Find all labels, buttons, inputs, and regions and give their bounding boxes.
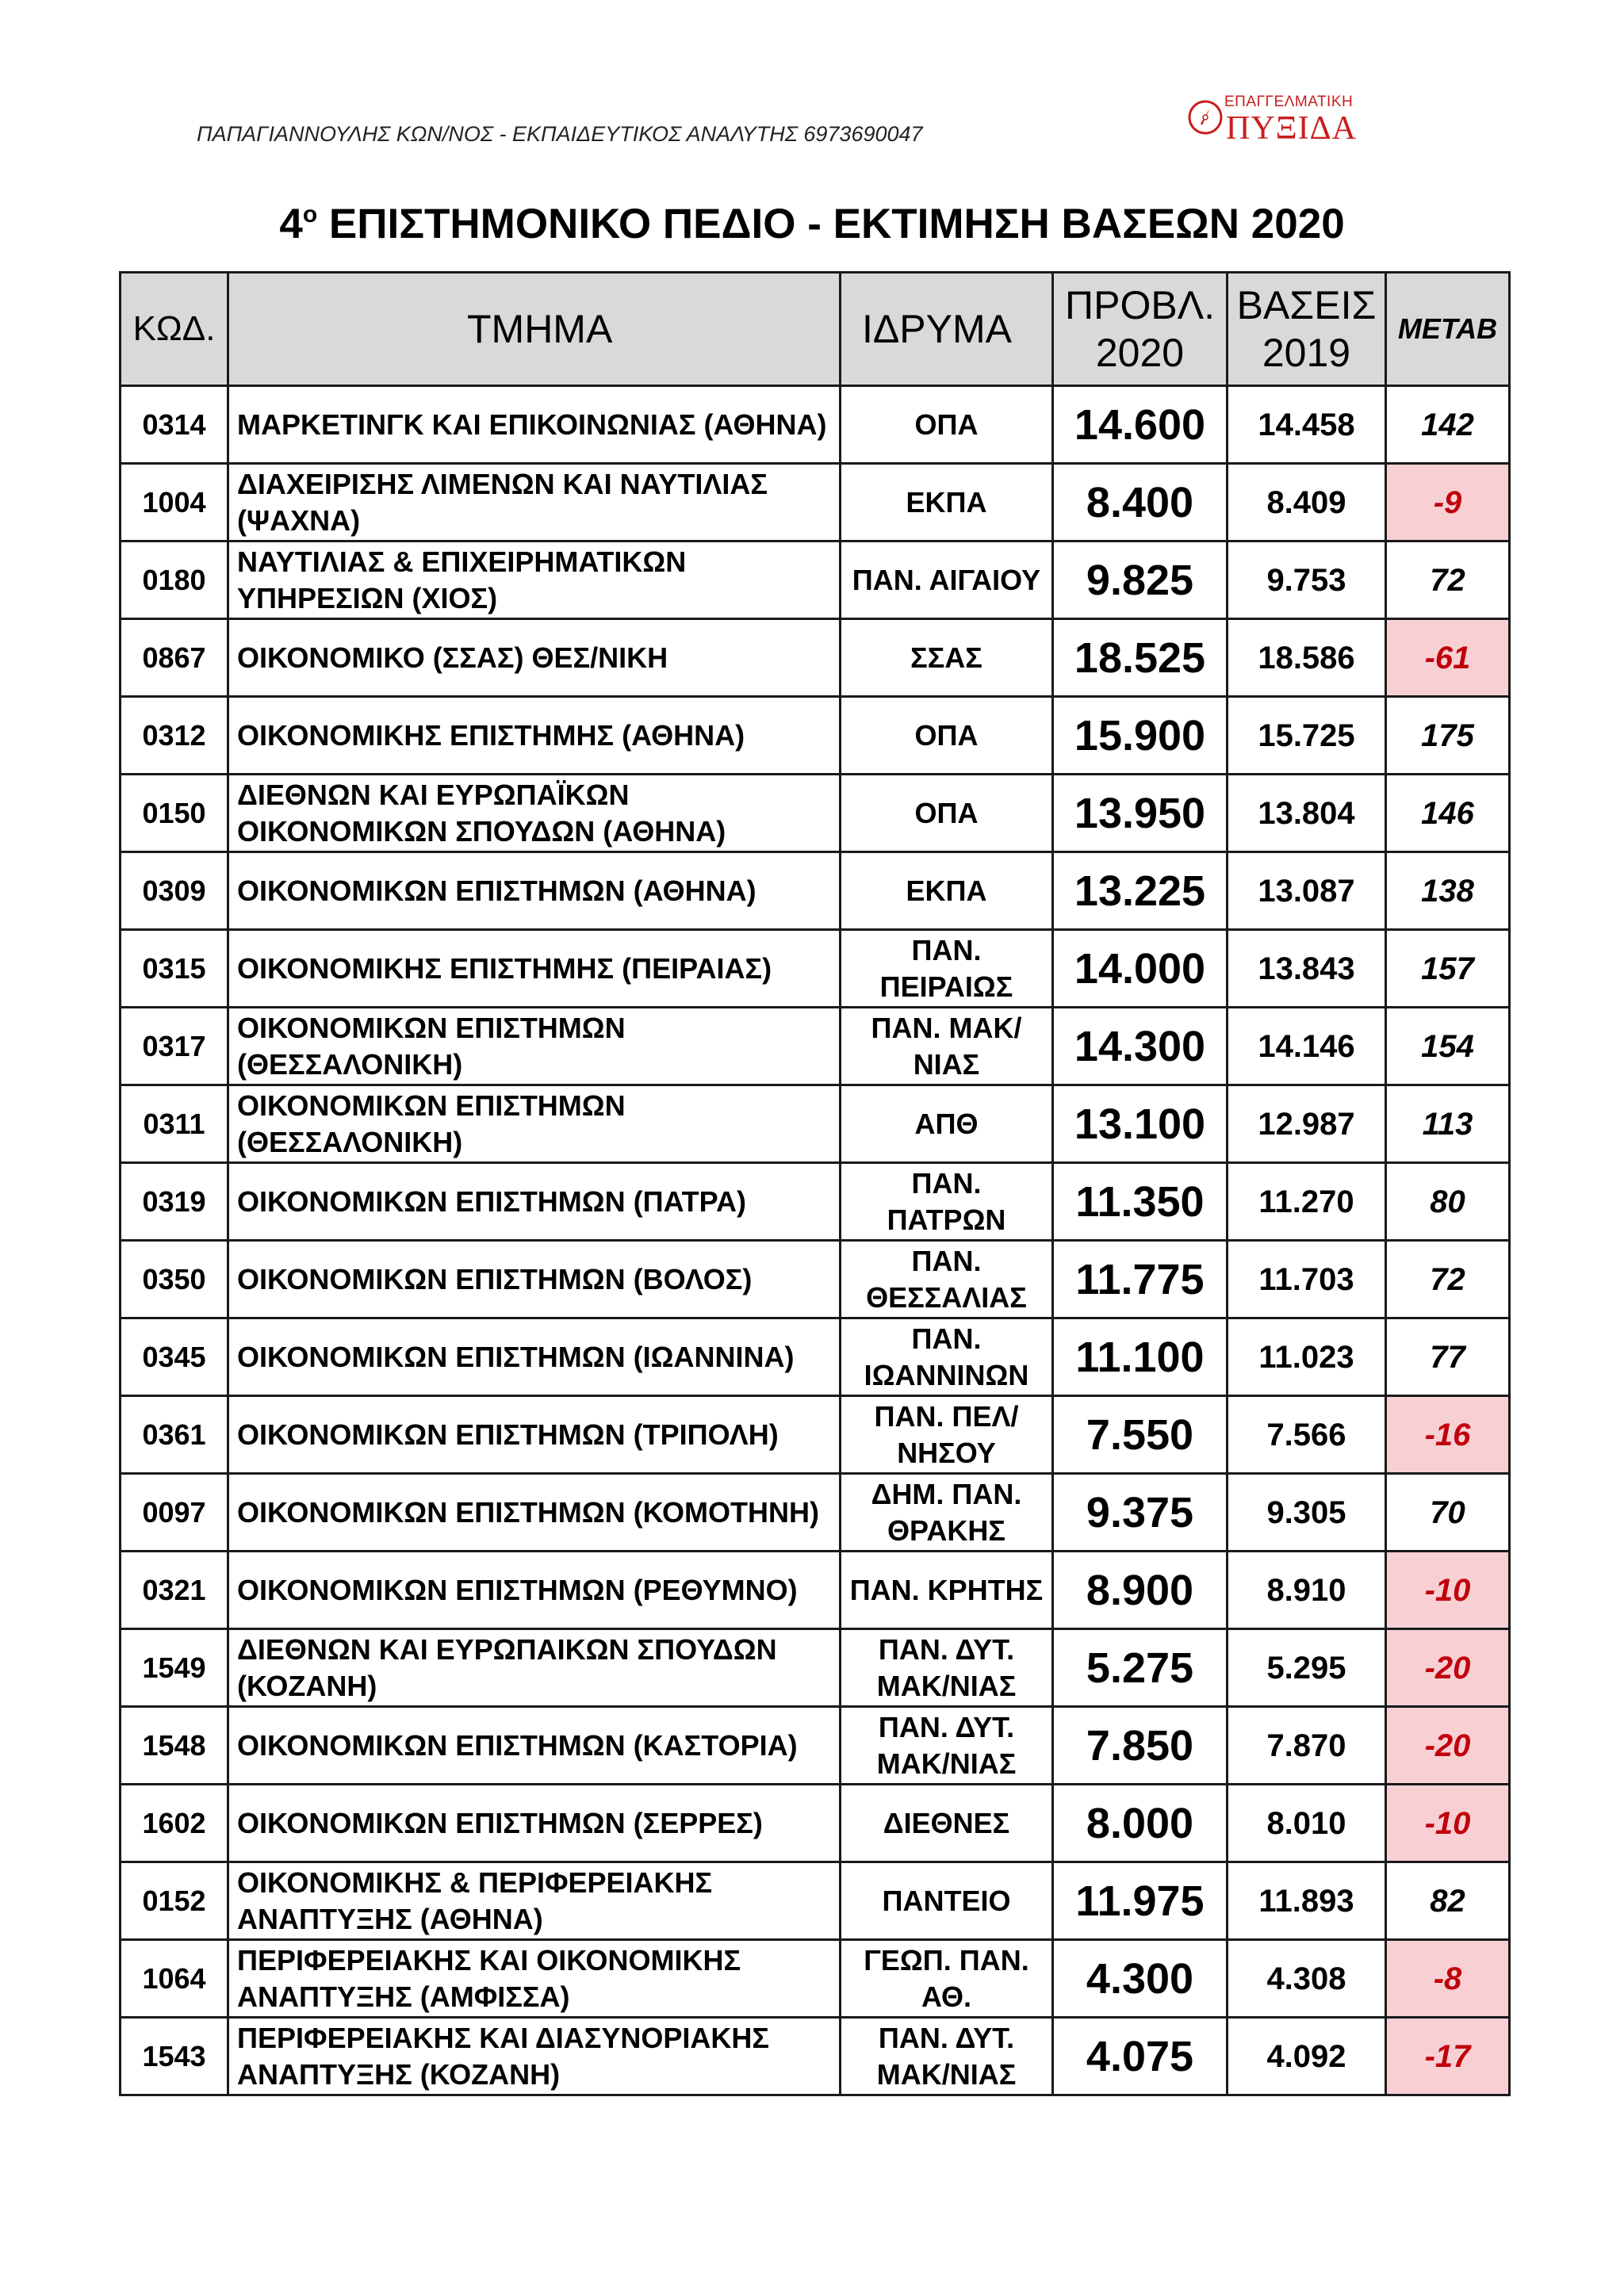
cell-pred: 8.000 [1053,1785,1228,1862]
header-base-label: ΒΑΣΕΙΣ [1236,283,1377,327]
title-text: ΕΠΙΣΤΗΜΟΝΙΚΟ ΠΕΔΙΟ - ΕΚΤΙΜΗΣΗ ΒΑΣΕΩΝ 2020 [317,201,1345,247]
cell-dept: ΟΙΚΟΝΟΜΙΚΩΝ ΕΠΙΣΤΗΜΩΝ (ΘΕΣΣΑΛΟΝΙΚΗ) [228,1008,841,1085]
cell-pred: 9.825 [1053,541,1228,619]
cell-base: 8.010 [1228,1785,1386,1862]
header-pred-year: 2020 [1095,331,1185,375]
cell-pred: 13.225 [1053,852,1228,930]
cell-base: 7.566 [1228,1396,1386,1474]
table-row [121,1474,1510,1552]
cell-base: 14.458 [1228,386,1386,464]
cell-diff: -20 [1386,1629,1510,1707]
header-pred [1053,273,1228,386]
cell-inst: ΠΑΝ. ΙΩΑΝΝΙΝΩΝ [841,1318,1053,1396]
cell-inst: ΔΙΕΘΝΕΣ [841,1785,1053,1862]
author-line: ΠΑΠΑΓΙΑΝΝΟΥΛΗΣ ΚΩΝ/ΝΟΣ - ΕΚΠΑΙΔΕΥΤΙΚΟΣ ΑΝΑΛΥΤΗΣ 6973690047 [197,122,923,146]
cell-base: 11.023 [1228,1318,1386,1396]
cell-diff: 82 [1386,1862,1510,1940]
cell-inst: ΠΑΝ. ΔΥΤ. ΜΑΚ/ΝΙΑΣ [841,2018,1053,2095]
cell-dept: ΟΙΚΟΝΟΜΙΚΗΣ ΕΠΙΣΤΗΜΗΣ (ΠΕΙΡΑΙΑΣ) [228,930,841,1008]
cell-inst: ΕΚΠΑ [841,464,1053,541]
cell-dept: ΟΙΚΟΝΟΜΙΚΩΝ ΕΠΙΣΤΗΜΩΝ (ΒΟΛΟΣ) [228,1241,841,1318]
cell-inst: ΟΠΑ [841,697,1053,775]
cell-pred: 4.300 [1053,1940,1228,2018]
cell-diff: -9 [1386,464,1510,541]
table-row [121,1396,1510,1474]
cell-diff: 113 [1386,1085,1510,1163]
cell-base: 8.910 [1228,1552,1386,1629]
logo-subtitle: ΕΠΑΓΓΕΛΜΑΤΙΚΗ [1224,94,1354,110]
cell-pred: 7.850 [1053,1707,1228,1785]
cell-diff: -20 [1386,1707,1510,1785]
cell-dept: ΠΕΡΙΦΕΡΕΙΑΚΗΣ ΚΑΙ ΔΙΑΣΥΝΟΡΙΑΚΗΣ ΑΝΑΠΤΥΞΗΣ (ΚΟΖΑΝΗ) [228,2018,841,2095]
cell-code: 1548 [121,1707,228,1785]
cell-diff: -10 [1386,1785,1510,1862]
cell-code: 1549 [121,1629,228,1707]
cell-dept: ΟΙΚΟΝΟΜΙΚΩΝ ΕΠΙΣΤΗΜΩΝ (ΙΩΑΝΝΙΝΑ) [228,1318,841,1396]
cell-dept: ΔΙΑΧΕΙΡΙΣΗΣ ΛΙΜΕΝΩΝ ΚΑΙ ΝΑΥΤΙΛΙΑΣ (ΨΑΧΝΑ) [228,464,841,541]
cell-inst: ΔΗΜ. ΠΑΝ. ΘΡΑΚΗΣ [841,1474,1053,1552]
table-row [121,1707,1510,1785]
cell-inst: ΠΑΝ. ΠΕΙΡΑΙΩΣ [841,930,1053,1008]
cell-dept: ΟΙΚΟΝΟΜΙΚΩΝ ΕΠΙΣΤΗΜΩΝ (ΑΘΗΝΑ) [228,852,841,930]
header-inst: ΙΔΡΥΜΑ [841,273,1053,386]
cell-dept: ΜΑΡΚΕΤΙΝΓΚ ΚΑΙ ΕΠΙΚΟΙΝΩΝΙΑΣ (ΑΘΗΝΑ) [228,386,841,464]
cell-diff: 138 [1386,852,1510,930]
cell-code: 0345 [121,1318,228,1396]
cell-inst: ΠΑΝ. ΠΑΤΡΩΝ [841,1163,1053,1241]
cell-inst: ΠΑΝ. ΜΑΚ/ΝΙΑΣ [841,1008,1053,1085]
cell-inst: ΠΑΝ. ΑΙΓΑΙΟΥ [841,541,1053,619]
table-row [121,1085,1510,1163]
cell-base: 11.703 [1228,1241,1386,1318]
cell-diff: 146 [1386,775,1510,852]
cell-base: 4.092 [1228,2018,1386,2095]
cell-inst: ΣΣΑΣ [841,619,1053,697]
cell-dept: ΟΙΚΟΝΟΜΙΚΩΝ ΕΠΙΣΤΗΜΩΝ (ΚΟΜΟΤΗΝΗ) [228,1474,841,1552]
cell-code: 0180 [121,541,228,619]
cell-diff: -16 [1386,1396,1510,1474]
cell-dept: ΟΙΚΟΝΟΜΙΚΩΝ ΕΠΙΣΤΗΜΩΝ (ΠΑΤΡΑ) [228,1163,841,1241]
table-row [121,1785,1510,1862]
cell-code: 0315 [121,930,228,1008]
table-row [121,464,1510,541]
cell-diff: 154 [1386,1008,1510,1085]
table-row [121,1552,1510,1629]
table-row [121,1629,1510,1707]
page-title [0,200,1624,248]
cell-code: 1602 [121,1785,228,1862]
cell-pred: 13.100 [1053,1085,1228,1163]
header-base [1228,273,1386,386]
cell-base: 14.146 [1228,1008,1386,1085]
cell-code: 1004 [121,464,228,541]
cell-code: 0152 [121,1862,228,1940]
table-row [121,697,1510,775]
header-dept: ΤΜΗΜΑ [228,273,841,386]
table-row [121,852,1510,930]
title-ordinal: ο [302,201,318,228]
cell-pred: 14.600 [1053,386,1228,464]
header-base-year: 2019 [1262,331,1351,375]
cell-diff: 72 [1386,1241,1510,1318]
cell-base: 11.893 [1228,1862,1386,1940]
table-row [121,1241,1510,1318]
cell-inst: ΠΑΝ. ΔΥΤ. ΜΑΚ/ΝΙΑΣ [841,1629,1053,1707]
cell-base: 9.305 [1228,1474,1386,1552]
cell-pred: 14.300 [1053,1008,1228,1085]
table-row [121,1318,1510,1396]
cell-dept: ΔΙΕΘΝΩΝ ΚΑΙ ΕΥΡΩΠΑΪΚΩΝ ΟΙΚΟΝΟΜΙΚΩΝ ΣΠΟΥΔΩΝ (ΑΘΗΝΑ) [228,775,841,852]
table-row [121,930,1510,1008]
cell-pred: 11.775 [1053,1241,1228,1318]
cell-dept: ΠΕΡΙΦΕΡΕΙΑΚΗΣ ΚΑΙ ΟΙΚΟΝΟΜΙΚΗΣ ΑΝΑΠΤΥΞΗΣ (ΑΜΦΙΣΣΑ) [228,1940,841,2018]
cell-inst: ΠΑΝ. ΔΥΤ. ΜΑΚ/ΝΙΑΣ [841,1707,1053,1785]
cell-pred: 11.350 [1053,1163,1228,1241]
cell-base: 13.804 [1228,775,1386,852]
cell-pred: 14.000 [1053,930,1228,1008]
table-row [121,541,1510,619]
cell-dept: ΟΙΚΟΝΟΜΙΚΩΝ ΕΠΙΣΤΗΜΩΝ (ΚΑΣΤΟΡΙΑ) [228,1707,841,1785]
cell-diff: 72 [1386,541,1510,619]
cell-pred: 11.100 [1053,1318,1228,1396]
cell-pred: 4.075 [1053,2018,1228,2095]
cell-base: 13.087 [1228,852,1386,930]
cell-diff: -61 [1386,619,1510,697]
cell-diff: 70 [1386,1474,1510,1552]
cell-base: 9.753 [1228,541,1386,619]
cell-inst: ΠΑΝ. ΘΕΣΣΑΛΙΑΣ [841,1241,1053,1318]
table-row [121,386,1510,464]
cell-base: 13.843 [1228,930,1386,1008]
cell-inst: ΑΠΘ [841,1085,1053,1163]
cell-pred: 11.975 [1053,1862,1228,1940]
cell-inst: ΟΠΑ [841,775,1053,852]
cell-inst: ΟΠΑ [841,386,1053,464]
cell-dept: ΔΙΕΘΝΩΝ ΚΑΙ ΕΥΡΩΠΑΙΚΩΝ ΣΠΟΥΔΩΝ (ΚΟΖΑΝΗ) [228,1629,841,1707]
table-row [121,619,1510,697]
title-number: 4 [279,201,303,247]
cell-pred: 8.400 [1053,464,1228,541]
cell-base: 4.308 [1228,1940,1386,2018]
header-code: ΚΩΔ. [121,273,228,386]
cell-base: 15.725 [1228,697,1386,775]
logo-wordmark: ΠΥΞΙΔΑ [1226,110,1357,147]
header-pred-label: ΠΡΟΒΛ. [1065,283,1215,327]
bases-table [119,271,1511,2096]
cell-base: 11.270 [1228,1163,1386,1241]
cell-inst: ΓΕΩΠ. ΠΑΝ. ΑΘ. [841,1940,1053,2018]
cell-code: 0317 [121,1008,228,1085]
cell-inst: ΠΑΝ. ΠΕΛ/ΝΗΣΟΥ [841,1396,1053,1474]
cell-base: 8.409 [1228,464,1386,541]
cell-code: 0097 [121,1474,228,1552]
cell-base: 18.586 [1228,619,1386,697]
cell-pred: 9.375 [1053,1474,1228,1552]
cell-dept: ΟΙΚΟΝΟΜΙΚΗΣ ΕΠΙΣΤΗΜΗΣ (ΑΘΗΝΑ) [228,697,841,775]
cell-code: 0312 [121,697,228,775]
cell-pred: 7.550 [1053,1396,1228,1474]
brand-logo [1185,94,1367,149]
cell-diff: 142 [1386,386,1510,464]
cell-inst: ΠΑΝ. ΚΡΗΤΗΣ [841,1552,1053,1629]
cell-pred: 5.275 [1053,1629,1228,1707]
cell-dept: ΟΙΚΟΝΟΜΙΚΩΝ ΕΠΙΣΤΗΜΩΝ (ΘΕΣΣΑΛΟΝΙΚΗ) [228,1085,841,1163]
cell-code: 0309 [121,852,228,930]
table-row [121,2018,1510,2095]
table-row [121,775,1510,852]
cell-diff: 157 [1386,930,1510,1008]
cell-inst: ΠΑΝΤΕΙΟ [841,1862,1053,1940]
cell-code: 1543 [121,2018,228,2095]
cell-dept: ΝΑΥΤΙΛΙΑΣ & ΕΠΙΧΕΙΡΗΜΑΤΙΚΩΝ ΥΠΗΡΕΣΙΩΝ (ΧΙΟΣ) [228,541,841,619]
cell-diff: -8 [1386,1940,1510,2018]
cell-inst: ΕΚΠΑ [841,852,1053,930]
cell-dept: ΟΙΚΟΝΟΜΙΚΩΝ ΕΠΙΣΤΗΜΩΝ (ΡΕΘΥΜΝΟ) [228,1552,841,1629]
cell-pred: 18.525 [1053,619,1228,697]
compass-icon [1185,97,1226,138]
cell-code: 0150 [121,775,228,852]
cell-diff: -17 [1386,2018,1510,2095]
table-header-row [121,273,1510,386]
cell-base: 12.987 [1228,1085,1386,1163]
cell-pred: 15.900 [1053,697,1228,775]
cell-diff: 77 [1386,1318,1510,1396]
cell-base: 7.870 [1228,1707,1386,1785]
cell-code: 0319 [121,1163,228,1241]
cell-code: 0350 [121,1241,228,1318]
cell-code: 0311 [121,1085,228,1163]
cell-dept: ΟΙΚΟΝΟΜΙΚΩΝ ΕΠΙΣΤΗΜΩΝ (ΤΡΙΠΟΛΗ) [228,1396,841,1474]
cell-diff: 80 [1386,1163,1510,1241]
cell-code: 0361 [121,1396,228,1474]
cell-code: 0321 [121,1552,228,1629]
table-row [121,1862,1510,1940]
cell-pred: 13.950 [1053,775,1228,852]
table-row [121,1940,1510,2018]
cell-dept: ΟΙΚΟΝΟΜΙΚΩΝ ΕΠΙΣΤΗΜΩΝ (ΣΕΡΡΕΣ) [228,1785,841,1862]
table-row [121,1008,1510,1085]
cell-base: 5.295 [1228,1629,1386,1707]
cell-pred: 8.900 [1053,1552,1228,1629]
table-row [121,1163,1510,1241]
header-diff: ΜΕΤΑΒ [1386,273,1510,386]
cell-diff: -10 [1386,1552,1510,1629]
cell-code: 1064 [121,1940,228,2018]
cell-code: 0867 [121,619,228,697]
cell-diff: 175 [1386,697,1510,775]
cell-code: 0314 [121,386,228,464]
cell-dept: ΟΙΚΟΝΟΜΙΚΗΣ & ΠΕΡΙΦΕΡΕΙΑΚΗΣ ΑΝΑΠΤΥΞΗΣ (ΑΘΗΝΑ) [228,1862,841,1940]
cell-dept: ΟΙΚΟΝΟΜΙΚΟ (ΣΣΑΣ) ΘΕΣ/ΝΙΚΗ [228,619,841,697]
